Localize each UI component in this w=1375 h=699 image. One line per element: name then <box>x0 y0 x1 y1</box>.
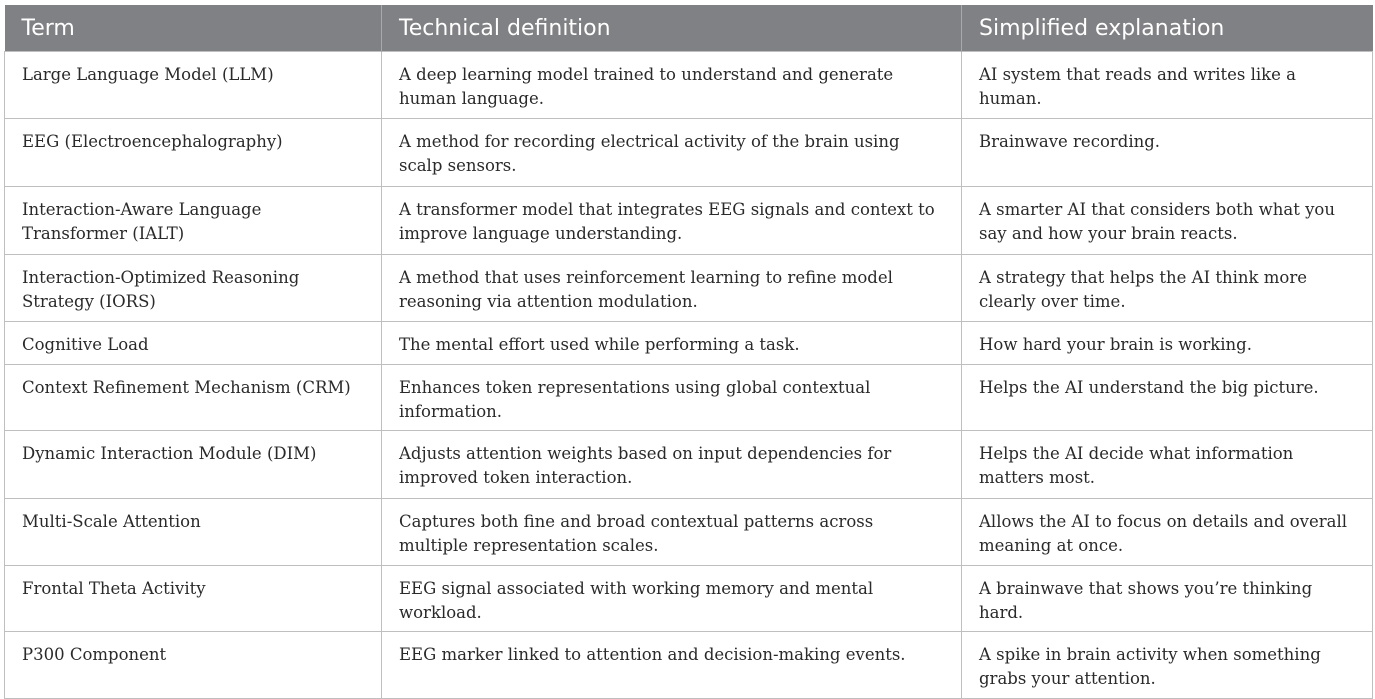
simplified-explanation-cell: How hard your brain is working. <box>962 322 1373 365</box>
header-term: Term <box>5 5 382 52</box>
term-cell: Large Language Model (LLM) <box>5 52 382 119</box>
term-cell: Cognitive Load <box>5 322 382 365</box>
table-row <box>5 52 1373 119</box>
simplified-explanation-cell: A strategy that helps the AI think more clearly over time. <box>962 255 1373 322</box>
table-row <box>5 365 1373 431</box>
technical-definition-cell: Captures both fine and broad contextual patterns across multiple representation scales. <box>382 499 962 566</box>
term-cell: Interaction-Optimized Reasoning Strategy (IORS) <box>5 255 382 322</box>
technical-definition-cell: Adjusts attention weights based on input dependencies for improved token interaction. <box>382 431 962 499</box>
technical-definition-cell: A transformer model that integrates EEG signals and context to improve language understanding. <box>382 187 962 255</box>
term-cell: Frontal Theta Activity <box>5 566 382 632</box>
table-row <box>5 187 1373 255</box>
table-header <box>5 5 1373 52</box>
technical-definition-cell: A deep learning model trained to understand and generate human language. <box>382 52 962 119</box>
table-row <box>5 499 1373 566</box>
technical-definition-cell: Enhances token representations using global contextual information. <box>382 365 962 431</box>
simplified-explanation-cell: A spike in brain activity when something grabs your attention. <box>962 632 1373 699</box>
simplified-explanation-cell: AI system that reads and writes like a human. <box>962 52 1373 119</box>
simplified-explanation-cell: Helps the AI decide what information matters most. <box>962 431 1373 499</box>
simplified-explanation-cell: A brainwave that shows you’re thinking hard. <box>962 566 1373 632</box>
table-row <box>5 566 1373 632</box>
technical-definition-cell: A method that uses reinforcement learning to refine model reasoning via attention modulation. <box>382 255 962 322</box>
technical-definition-cell: A method for recording electrical activity of the brain using scalp sensors. <box>382 119 962 187</box>
table-row <box>5 322 1373 365</box>
simplified-explanation-cell: Helps the AI understand the big picture. <box>962 365 1373 431</box>
header-technical-definition: Technical definition <box>382 5 962 52</box>
table-body <box>5 52 1373 699</box>
technical-definition-cell: EEG marker linked to attention and decision-making events. <box>382 632 962 699</box>
glossary-table <box>4 5 1373 699</box>
term-cell: Interaction-Aware Language Transformer (IALT) <box>5 187 382 255</box>
table-row <box>5 255 1373 322</box>
technical-definition-cell: EEG signal associated with working memory and mental workload. <box>382 566 962 632</box>
term-cell: EEG (Electroencephalography) <box>5 119 382 187</box>
term-cell: Context Refinement Mechanism (CRM) <box>5 365 382 431</box>
simplified-explanation-cell: A smarter AI that considers both what you say and how your brain reacts. <box>962 187 1373 255</box>
simplified-explanation-cell: Allows the AI to focus on details and overall meaning at once. <box>962 499 1373 566</box>
term-cell: Multi-Scale Attention <box>5 499 382 566</box>
term-cell: Dynamic Interaction Module (DIM) <box>5 431 382 499</box>
technical-definition-cell: The mental effort used while performing a task. <box>382 322 962 365</box>
simplified-explanation-cell: Brainwave recording. <box>962 119 1373 187</box>
table-row <box>5 119 1373 187</box>
term-cell: P300 Component <box>5 632 382 699</box>
header-row <box>5 5 1373 52</box>
table-row <box>5 431 1373 499</box>
table-row <box>5 632 1373 699</box>
header-simplified-explanation: Simplified explanation <box>962 5 1373 52</box>
